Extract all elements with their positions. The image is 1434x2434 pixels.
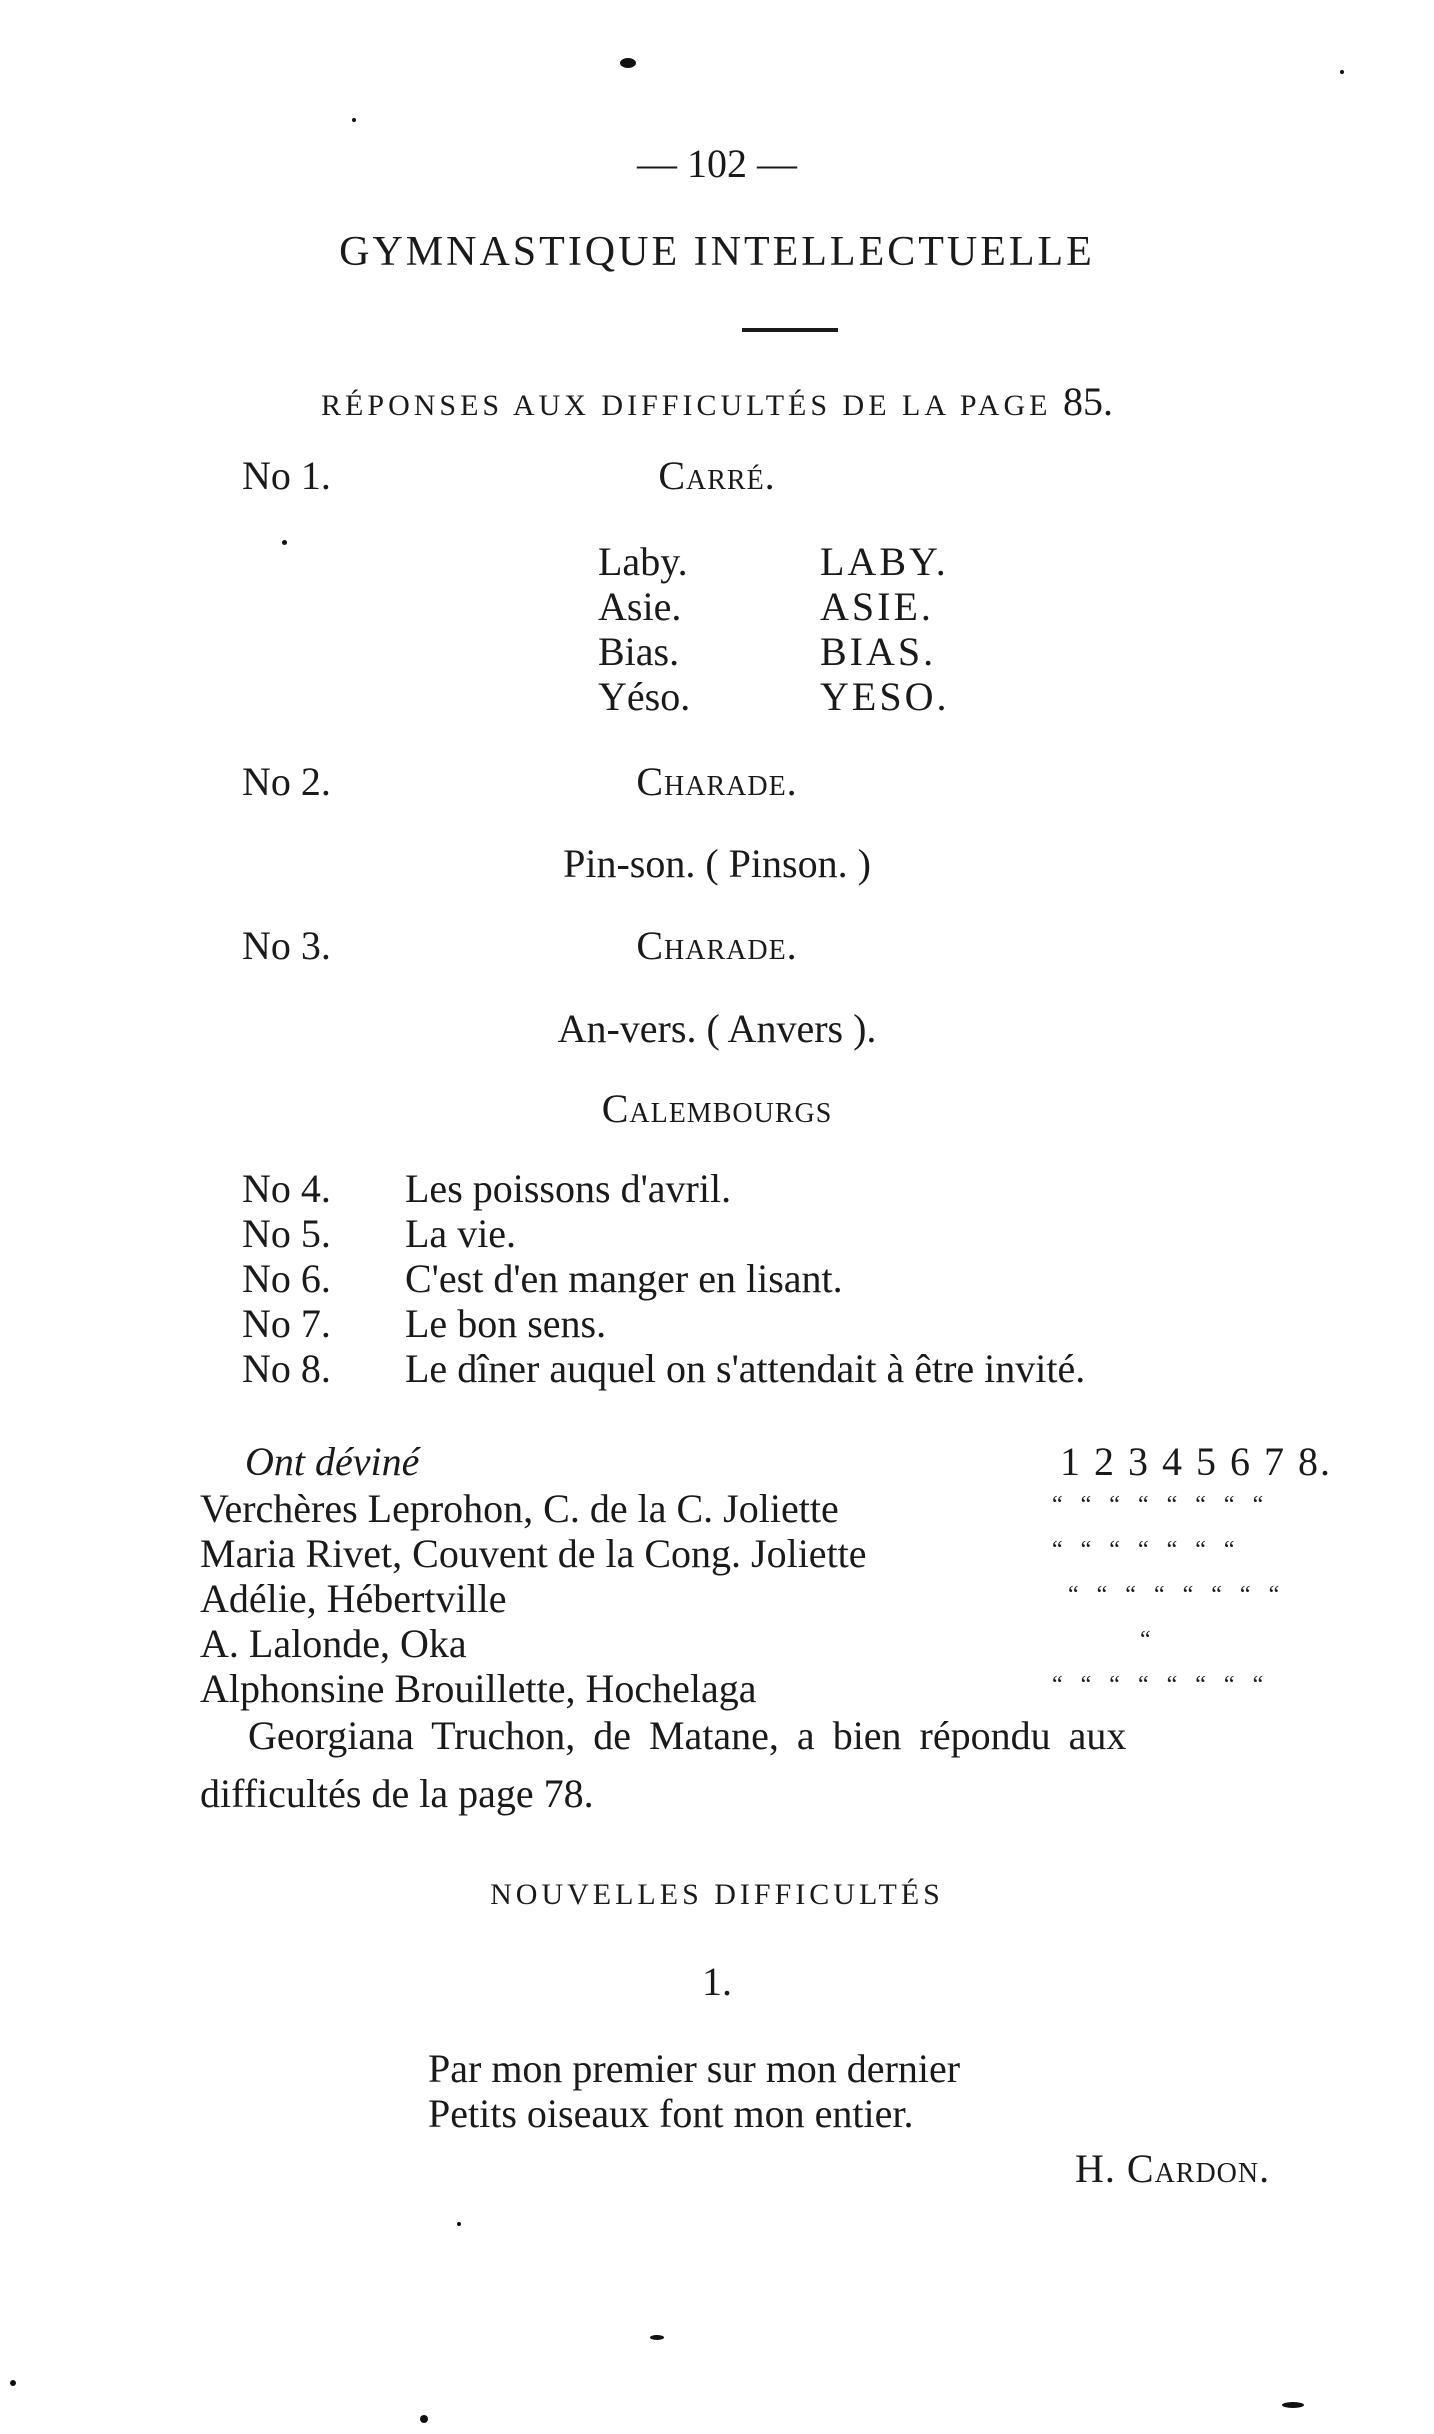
- scan-speck: [457, 2222, 461, 2226]
- answer-text-3: An-vers. ( Anvers ).: [557, 1006, 877, 1051]
- pun-text: C'est d'en manger en lisant.: [405, 1256, 843, 1301]
- solver-name: Adélie, Hébertville: [200, 1576, 507, 1621]
- page-number: — 102 —: [637, 141, 797, 186]
- pun-text: Les poissons d'avril.: [405, 1166, 732, 1211]
- solver-name: Verchères Leprohon, C. de la C. Joliette: [200, 1486, 839, 1531]
- square-right-word: BIAS.: [820, 629, 937, 674]
- solver-marks: “ “ “ “ “ “ “: [1052, 1537, 1241, 1563]
- answer-label-1: No 1.: [242, 453, 331, 498]
- subtitle-page-number: 85.: [1062, 379, 1113, 424]
- square-right-word: LABY.: [820, 539, 949, 584]
- answer-heading-charade-2: Charade.: [636, 759, 798, 804]
- scan-speck: [650, 2335, 664, 2340]
- answer-heading-carre: Carré.: [658, 453, 776, 498]
- new-section-heading: NOUVELLES DIFFICULTÉS: [490, 1878, 944, 1911]
- square-left-word: Laby.: [598, 539, 688, 584]
- title-divider: [742, 328, 838, 332]
- scan-speck: [352, 118, 356, 122]
- solver-marks: “ “ “ “ “ “ “ “: [1052, 1492, 1270, 1518]
- scan-speck: [420, 2415, 428, 2423]
- pun-label: No 6.: [242, 1256, 331, 1301]
- page-title: GYMNASTIQUE INTELLECTUELLE: [339, 229, 1095, 275]
- answer-label-2: No 2.: [242, 759, 331, 804]
- answer-text-2: Pin-son. ( Pinson. ): [563, 841, 871, 886]
- pun-label: No 8.: [242, 1346, 331, 1391]
- section-subtitle: [0, 378, 1434, 425]
- solver-note-line-2: difficultés de la page 78.: [200, 1771, 594, 1816]
- solver-marks: “ “ “ “ “ “ “ “: [1068, 1582, 1286, 1608]
- square-left-word: Asie.: [598, 584, 682, 629]
- solver-name: A. Lalonde, Oka: [200, 1621, 467, 1666]
- verse-line-1: Par mon premier sur mon dernier: [428, 2046, 961, 2091]
- solvers-header-label: Ont déviné: [245, 1439, 420, 1484]
- solver-name: Maria Rivet, Couvent de la Cong. Joliette: [200, 1531, 867, 1576]
- scan-speck: [1282, 2402, 1304, 2408]
- square-left-word: Yéso.: [598, 674, 691, 719]
- scan-speck: [282, 540, 287, 545]
- pun-label: No 5.: [242, 1211, 331, 1256]
- scan-speck: [10, 2380, 16, 2386]
- pun-text: La vie.: [405, 1211, 517, 1256]
- subtitle-text: RÉPONSES AUX DIFFICULTÉS DE LA PAGE: [321, 389, 1052, 422]
- solver-marks: “: [1140, 1627, 1157, 1653]
- solver-marks: “ “ “ “ “ “ “ “: [1052, 1672, 1270, 1698]
- author-signature: H. Cardon.: [1075, 2146, 1271, 2191]
- answer-heading-charade-3: Charade.: [636, 923, 798, 968]
- square-right-word: YESO.: [820, 674, 950, 719]
- solver-name: Alphonsine Brouillette, Hochelaga: [200, 1666, 757, 1711]
- solver-note-line-1: Georgiana Truchon, de Matane, a bien répondu aux: [248, 1713, 1127, 1758]
- solvers-header-numbers: 1 2 3 4 5 6 7 8.: [1060, 1439, 1332, 1484]
- pun-label: No 4.: [242, 1166, 331, 1211]
- pun-text: Le bon sens.: [405, 1301, 607, 1346]
- scan-speck: [1340, 70, 1344, 74]
- verse-line-2: Petits oiseaux font mon entier.: [428, 2091, 914, 2136]
- square-right-word: ASIE.: [820, 584, 934, 629]
- pun-text: Le dîner auquel on s'attendait à être invité.: [405, 1346, 1086, 1391]
- answer-label-3: No 3.: [242, 923, 331, 968]
- new-puzzle-number: 1.: [702, 1959, 732, 2004]
- square-left-word: Bias.: [598, 629, 680, 674]
- pun-label: No 7.: [242, 1301, 331, 1346]
- calembours-heading: Calembourgs: [601, 1086, 833, 1131]
- scan-speck: [620, 58, 636, 68]
